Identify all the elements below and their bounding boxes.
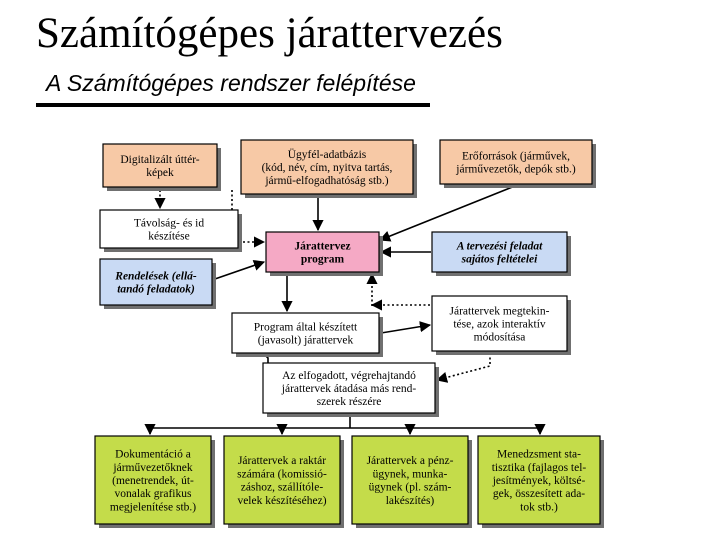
- node-text-line: tok stb.): [520, 501, 558, 514]
- node-text-line: Járattervek a raktár: [237, 455, 327, 468]
- node-text-line: Rendelések (ellá-: [115, 270, 197, 283]
- page-title: Számítógépes járattervezés: [36, 10, 503, 57]
- node-customer-db: [241, 140, 417, 198]
- node-warehouse: [224, 436, 344, 528]
- diagram-arrow-11: [437, 353, 490, 380]
- node-distance-data: [100, 210, 242, 252]
- node-text-line: lakészítés): [385, 494, 435, 507]
- node-text-line: Távolság- és id: [133, 217, 205, 230]
- node-accepted-handover: [263, 363, 439, 417]
- node-text-line: készítése: [148, 230, 190, 243]
- node-text-line: jesítmények, költsé-: [492, 475, 586, 487]
- node-text-line: járművezetőknek: [113, 461, 193, 474]
- node-text-line: Járattervek a pénz-: [366, 455, 454, 468]
- node-digital-maps: [103, 144, 221, 191]
- node-text-line: megjelenítése stb.): [109, 501, 197, 514]
- node-plan-review: [432, 296, 571, 355]
- node-text-line: szerek részére: [316, 396, 382, 409]
- node-text-line: program: [300, 253, 345, 266]
- node-text-line: járművezetők, depók stb.): [456, 163, 576, 176]
- node-text-line: vonalak grafikus: [114, 488, 192, 501]
- node-text-line: (menetrendek, út-: [112, 475, 194, 487]
- node-text-line: Járattervek megtekin-: [449, 305, 550, 318]
- node-text-line: ügynek, munka-: [372, 468, 448, 481]
- node-text-line: Menedzsment sta-: [497, 448, 581, 461]
- node-planner-program: [266, 232, 383, 276]
- node-text-line: Program által készített: [253, 321, 358, 334]
- node-text-line: (javasolt) járattervek: [257, 334, 354, 347]
- node-text-line: Ügyfél-adatbázis: [287, 148, 367, 161]
- node-text-line: tandó feladatok): [117, 283, 195, 296]
- node-text-line: képek: [146, 167, 174, 180]
- node-text-line: tése, azok interaktív: [453, 318, 546, 331]
- node-finance: [352, 436, 472, 528]
- node-text-line: módosítása: [473, 331, 526, 344]
- node-text-line: jármű-elfogadhatóság stb.): [265, 175, 389, 188]
- node-resources: [440, 140, 596, 188]
- page-subtitle: A Számítógépes rendszer felépítése: [46, 70, 416, 96]
- diagram-arrow-6: [212, 262, 264, 280]
- node-text-line: Az elfogadott, végrehajtandó: [282, 369, 416, 382]
- node-text-line: záshoz, szállítóle-: [240, 481, 324, 494]
- node-text-line: járattervek átadása más rend-: [281, 383, 417, 395]
- node-text-line: Digitalizált úttér-: [120, 153, 200, 166]
- node-special-conditions: [432, 232, 571, 276]
- node-text-line: A tervezési feladat: [456, 240, 543, 253]
- node-text-line: Járattervez: [294, 240, 351, 253]
- node-text-line: ügynek (pl. szám-: [368, 481, 452, 494]
- node-management: [478, 436, 604, 528]
- node-text-line: velek készítéséhez): [237, 494, 327, 507]
- node-proposed-plans: [232, 313, 383, 357]
- node-text-line: sajátos feltételei: [461, 253, 538, 266]
- node-text-line: számára (komissió-: [237, 468, 327, 481]
- diagram-nodes: [95, 140, 604, 528]
- node-text-line: tisztika (fajlagos tel-: [491, 461, 587, 474]
- node-text-line: gek, összesített ada-: [492, 488, 586, 501]
- diagram-arrow-10: [381, 325, 430, 333]
- node-text-line: Dokumentáció a: [115, 448, 191, 461]
- node-text-line: Erőforrások (járművek,: [462, 150, 570, 163]
- node-documentation: [95, 436, 215, 528]
- node-orders: [100, 259, 216, 309]
- node-text-line: (kód, név, cím, nyitva tartás,: [261, 162, 393, 174]
